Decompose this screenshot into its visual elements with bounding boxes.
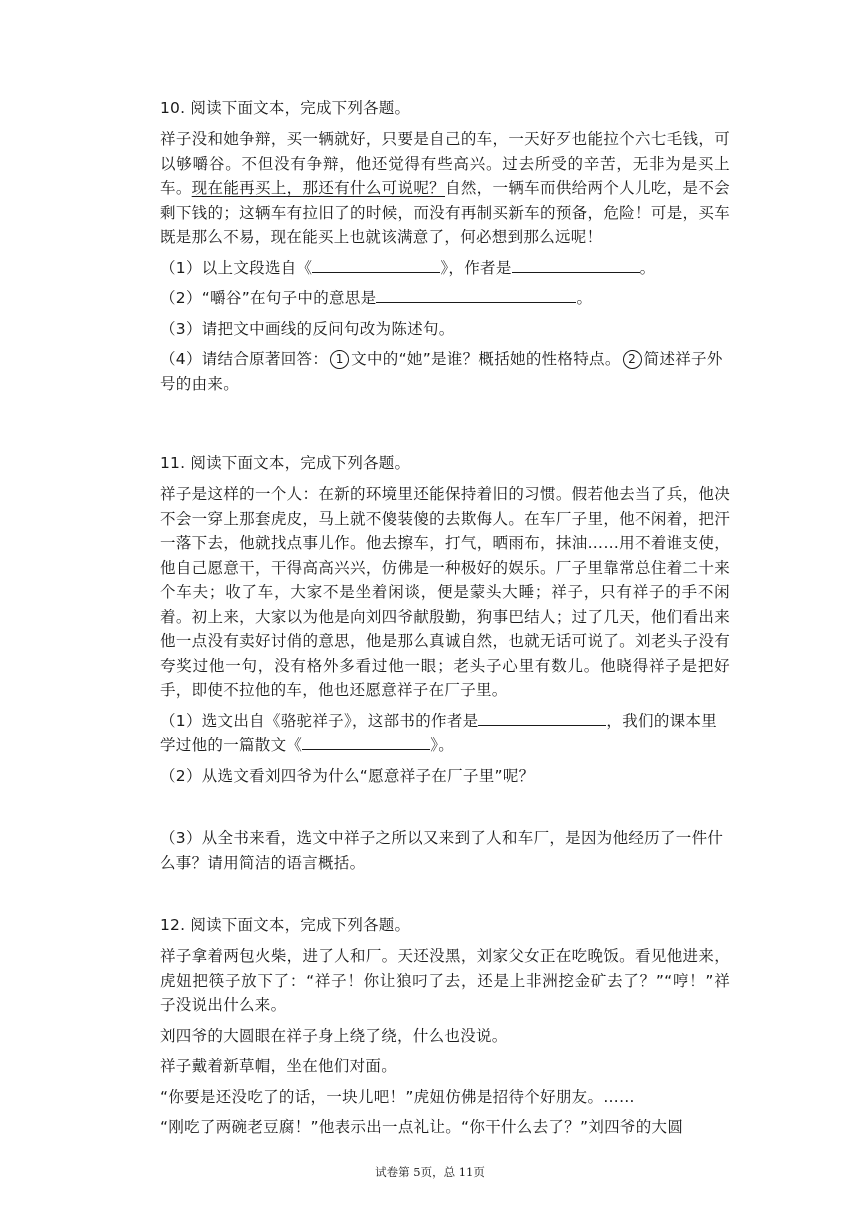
question-11-passage: 祥子是这样的一个人：在新的环境里还能保持着旧的习惯。假若他去当了兵，他决不会一穿上那套虎皮，马上就不傻装傻的去欺侮人。在车厂子里，他不闲着，把汗一落下去，他就找点事儿作。他去擦车，打气，晒雨布，抹油……用不着谁支使，他自己愿意干，干得高高兴兴，仿佛是一种极好的娱乐。厂子里靠常总住着二十来个车夫；收了车，大家不是坐着闲谈，便是蒙头大睡；祥子，只有祥子的手不闲着。初上来，大家以为他是向刘四爷献殷勤，狗事巴结人；过了几天，他们看出来他一点没有卖好讨俏的意思，他是那么真诚自然，也就无话可说了。刘老头子没有夸奖过他一句，没有格外多看过他一眼；老头子心里有数儿。他晓得祥子是把好手，即使不拉他的车，他也还愿意祥子在厂子里。 bbox=[160, 485, 730, 699]
circled-number-icon: 1 bbox=[330, 350, 349, 369]
question-12 bbox=[160, 914, 730, 1146]
question-10-sub-1 bbox=[160, 256, 730, 281]
question-12-title: 12. 阅读下面文本，完成下列各题。 bbox=[160, 916, 411, 934]
question-11-sub-3: （3）从全书来看，选文中祥子之所以又来到了人和车厂，是因为他经历了一件什么事？请用简洁的语言概括。 bbox=[160, 829, 724, 872]
passage-text: 祥子没和她争辩，买一辆就好，只要是自己的车，一天好歹也能拉个六七毛钱，可以够嚼谷。不但没有争辩，他还觉得有些高兴。过去所受的辛苦，无非为是买上车。 bbox=[160, 130, 730, 197]
circled-number-icon: 2 bbox=[623, 350, 642, 369]
answer-blank[interactable] bbox=[302, 733, 430, 750]
answer-blank[interactable] bbox=[478, 709, 606, 726]
sub-question-text: 。 bbox=[639, 258, 656, 277]
question-10 bbox=[160, 97, 730, 402]
question-10-sub-2 bbox=[160, 286, 730, 311]
question-12-paragraph: “刚吃了两碗老豆腐！”他表示出一点礼让。“你干什么去了？”刘四爷的大圆 bbox=[160, 1118, 684, 1136]
passage-text: 自然，一辆车而供给两个人儿吃，是不会剩下钱的；这辆车有拉旧了的时候，而没有再制买新车的预备，危险！可是，买车既是那么不易，现在能买上也就该满意了，何必想到那么远呢！ bbox=[160, 179, 730, 246]
sub-question-text: （1）以上文段选自《 bbox=[160, 258, 313, 277]
question-11 bbox=[160, 452, 730, 881]
question-10-title: 10. 阅读下面文本，完成下列各题。 bbox=[160, 99, 411, 117]
question-11-sub-2: （2）从选文看刘四爷为什么“愿意祥子在厂子里”呢？ bbox=[160, 766, 535, 785]
sub-question-text: （1）选文出自《骆驼祥子》，这部书的作者是 bbox=[160, 711, 479, 730]
question-10-sub-4 bbox=[160, 347, 730, 396]
sub-question-text: 》，作者是 bbox=[440, 258, 512, 277]
question-10-sub-3: （3）请把文中画线的反问句改为陈述句。 bbox=[160, 319, 455, 338]
sub-question-text: 简述祥子外号的由来。 bbox=[160, 350, 723, 393]
answer-blank[interactable] bbox=[512, 256, 640, 273]
question-10-passage bbox=[160, 127, 730, 250]
answer-blank[interactable] bbox=[376, 286, 576, 303]
question-12-paragraph: 祥子戴着新草帽，坐在他们对面。 bbox=[160, 1057, 398, 1075]
question-11-sub-1 bbox=[160, 709, 730, 758]
question-11-title: 11. 阅读下面文本，完成下列各题。 bbox=[160, 454, 411, 472]
page-footer: 试卷第 5页，总 11页 bbox=[375, 1165, 485, 1179]
sub-question-text: （2）“嚼谷”在句子中的意思是 bbox=[160, 289, 377, 307]
sub-question-text: （4）请结合原著回答： bbox=[160, 350, 329, 368]
underlined-rhetorical-question: 现在能再买上，那还有什么可说呢？ bbox=[191, 179, 446, 197]
sub-question-text: 。 bbox=[576, 289, 593, 307]
sub-question-text: 》。 bbox=[430, 736, 455, 754]
question-12-paragraph: 祥子拿着两包火柴，进了人和厂。天还没黑，刘家父女正在吃晚饭。看见他进来，虎妞把筷子放下了：“祥子！你让狼叼了去，还是上非洲挖金矿去了？”“哼！”祥子没说出什么来。 bbox=[160, 947, 730, 1014]
question-12-paragraph: 刘四爷的大圆眼在祥子身上绕了绕，什么也没说。 bbox=[160, 1026, 508, 1045]
sub-question-text: ，我们的课本里学过他的一篇散文《 bbox=[160, 711, 718, 754]
sub-question-text: 文中的“她”是谁？概括她的性格特点。 bbox=[351, 350, 621, 368]
question-12-paragraph: “你要是还没吃了的话，一块儿吧！”虎妞仿佛是招待个好朋友。…… bbox=[160, 1087, 635, 1106]
answer-blank[interactable] bbox=[312, 256, 440, 273]
